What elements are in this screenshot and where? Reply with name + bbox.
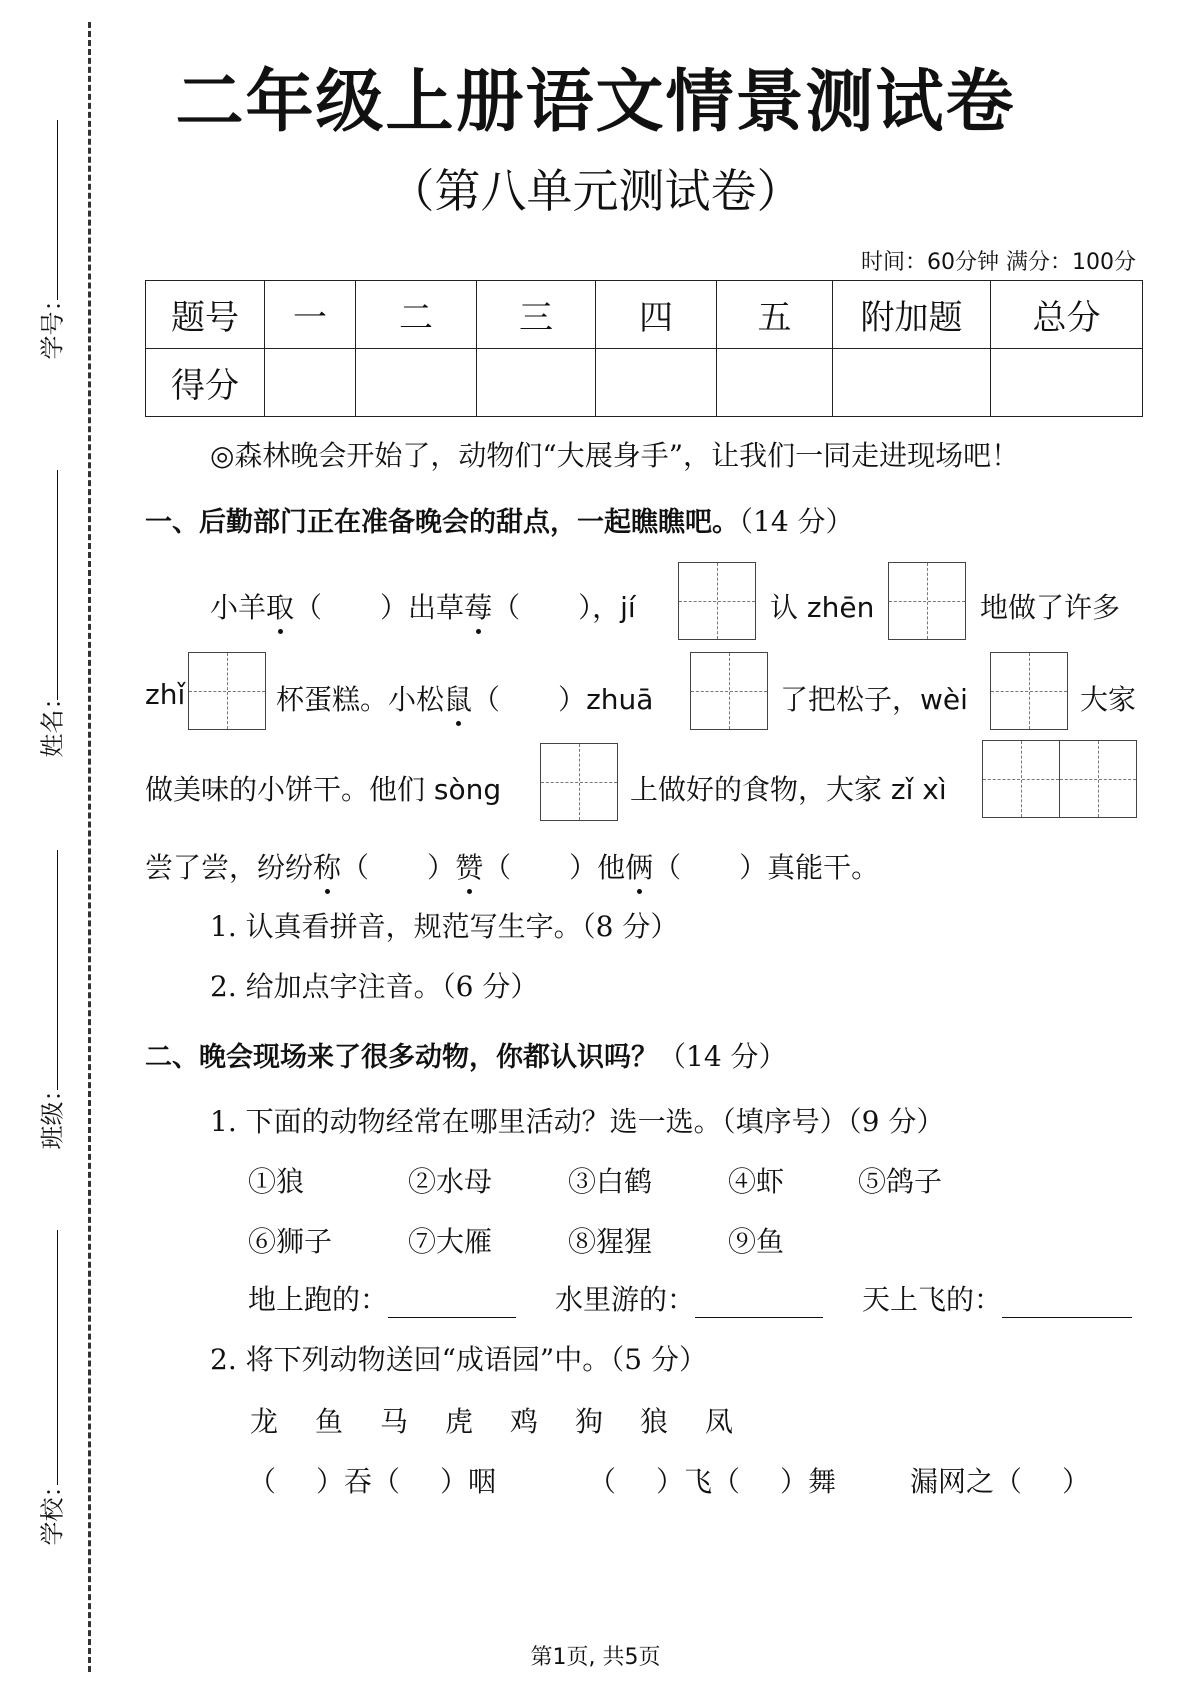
passage-text: 认 (770, 591, 799, 624)
passage-line-2 (276, 678, 653, 718)
passage-line-2b (780, 678, 968, 718)
dotted-char: 赞 (455, 846, 483, 886)
category-label: 地上跑的： (248, 1283, 389, 1316)
page-indicator: 第1页, 共5页 (530, 1645, 661, 1670)
idiom-text: 漏网之（ (910, 1465, 1023, 1498)
passage-text: 大家 (1080, 683, 1137, 716)
header-cell: 题号 (146, 281, 265, 349)
score-row-label: 得分 (146, 349, 265, 417)
school-line[interactable] (57, 1230, 58, 1485)
idiom-text: ）飞（ (656, 1465, 741, 1498)
paren-open: （ (341, 851, 370, 884)
passage-line-1 (210, 586, 636, 626)
passage-text: 做美味的小饼干。他们 (145, 773, 426, 806)
passage-text: ）出草 (380, 591, 465, 624)
passage-text: ）真能干。 (739, 851, 880, 884)
category-land (248, 1278, 516, 1318)
pinyin: sòng (433, 773, 502, 806)
score-cell[interactable] (477, 349, 596, 417)
section2-points: （14 分） (658, 1040, 787, 1073)
animal-word: 龙 (250, 1405, 279, 1438)
paren-open: （ (248, 1465, 277, 1498)
paren-open: （ (653, 851, 682, 884)
animal-word: 凤 (705, 1405, 734, 1438)
idiom-3 (910, 1460, 1090, 1500)
idiom-text: ）咽 (440, 1465, 497, 1498)
section2-heading (145, 1035, 787, 1075)
animal-option: ①狼 (248, 1165, 305, 1198)
score-cell[interactable] (991, 349, 1143, 417)
header-cell: 附加题 (833, 281, 991, 349)
paren-open: （ (294, 591, 323, 624)
header-cell: 五 (717, 281, 833, 349)
binding-dashed-line (88, 22, 91, 1672)
writing-box-zixi-1[interactable] (982, 740, 1060, 818)
writing-box-ji[interactable] (678, 562, 756, 640)
writing-box-zhi[interactable] (188, 652, 266, 730)
name-line[interactable] (57, 470, 58, 700)
pinyin: zhǐ (145, 678, 186, 711)
paren-open: （ (472, 683, 501, 716)
exam-meta: 时间：60分钟 满分：100分 (861, 250, 1136, 275)
animal-option: ⑨鱼 (728, 1225, 785, 1258)
idiom-1 (248, 1460, 496, 1500)
page-subtitle: （第八单元测试卷） (388, 164, 803, 218)
writing-box-zixi-2[interactable] (1059, 740, 1137, 818)
dotted-char: 莓 (464, 586, 492, 626)
paren-open: （ (588, 1465, 617, 1498)
section1-heading (145, 500, 854, 540)
name-label: 姓名： (38, 685, 67, 758)
animal-word: 狗 (575, 1405, 604, 1438)
section2-title: 二、晚会现场来了很多动物，你都认识吗？ (145, 1042, 658, 1073)
answer-blank-land[interactable] (388, 1291, 516, 1318)
score-cell[interactable] (717, 349, 833, 417)
passage-text: 尝了尝，纷纷 (145, 851, 314, 884)
animal-option: ③白鹤 (568, 1165, 653, 1198)
paren-close: ） (558, 683, 587, 716)
writing-box-zhen[interactable] (888, 562, 966, 640)
idiom-text: ）舞 (780, 1465, 837, 1498)
animal-option: ⑥狮子 (248, 1225, 333, 1258)
animal-word: 马 (380, 1405, 409, 1438)
pinyin: zǐ xì (890, 773, 947, 806)
score-table (145, 280, 1143, 417)
header-cell: 二 (356, 281, 477, 349)
passage-line-3b (630, 768, 947, 808)
dotted-char: 鼠 (444, 678, 472, 718)
section1-points: （14 分） (739, 505, 854, 538)
school-label: 学校： (38, 1473, 67, 1546)
category-sky (862, 1278, 1132, 1318)
student-id-label: 学号： (38, 287, 67, 360)
score-cell[interactable] (833, 349, 991, 417)
dotted-char: 俩 (625, 846, 653, 886)
animal-option: ⑦大雁 (408, 1225, 493, 1258)
score-cell[interactable] (596, 349, 717, 417)
answer-blank-water[interactable] (695, 1291, 823, 1318)
passage-text: 上做好的食物，大家 (630, 773, 883, 806)
section2-q1-prompt: 1. 下面的动物经常在哪里活动？选一选。（填序号）（9 分） (210, 1105, 945, 1138)
class-line[interactable] (57, 850, 58, 1090)
pinyin: wèi (920, 683, 968, 716)
answer-blank-sky[interactable] (1002, 1291, 1132, 1318)
passage-text: 小羊 (210, 591, 267, 624)
passage-text: 地做了许多 (980, 591, 1121, 624)
page-title: 二年级上册语文情景测试卷 (175, 63, 1016, 142)
paren-close: ） (427, 851, 456, 884)
passage-line-3 (145, 768, 501, 808)
pinyin: jí (620, 591, 636, 624)
score-cell[interactable] (265, 349, 356, 417)
animal-word: 狼 (640, 1405, 669, 1438)
section1-q2: 2. 给加点字注音。（6 分） (210, 970, 539, 1003)
header-cell: 总分 (991, 281, 1143, 349)
passage-text: ）， (578, 591, 621, 624)
animal-word: 虎 (445, 1405, 474, 1438)
category-label: 水里游的： (555, 1283, 696, 1316)
passage-line-4 (145, 846, 879, 886)
idiom-text: ）吞（ (316, 1465, 401, 1498)
header-cell: 三 (477, 281, 596, 349)
header-cell: 四 (596, 281, 717, 349)
dotted-char: 取 (266, 586, 294, 626)
category-label: 天上飞的： (862, 1283, 1003, 1316)
writing-box-song[interactable] (540, 743, 618, 821)
writing-box-wei[interactable] (990, 652, 1068, 730)
pinyin: zhuā (586, 683, 654, 716)
passage-text: 了把松子， (780, 683, 921, 716)
score-table-header-row (146, 281, 1143, 349)
dotted-char: 称 (313, 846, 341, 886)
animal-word: 鱼 (315, 1405, 344, 1438)
animal-word: 鸡 (510, 1405, 539, 1438)
writing-box-zhua[interactable] (690, 652, 768, 730)
passage-line-1b (770, 586, 874, 626)
pinyin: zhēn (806, 591, 875, 624)
header-cell: 一 (265, 281, 356, 349)
animal-option: ⑧猩猩 (568, 1225, 653, 1258)
animal-option: ②水母 (408, 1165, 493, 1198)
animal-list (250, 1400, 770, 1440)
score-cell[interactable] (356, 349, 477, 417)
section1-title: 一、后勤部门正在准备晚会的甜点，一起瞧瞧吧。 (145, 507, 739, 538)
section1-q1: 1. 认真看拼音，规范写生字。（8 分） (210, 910, 679, 943)
passage-text: ）他 (569, 851, 626, 884)
paren-close: ） (1062, 1465, 1091, 1498)
intro-text: ◎森林晚会开始了，动物们“大展身手”，让我们一同走进现场吧！ (210, 439, 1020, 472)
animal-option: ⑤鸽子 (858, 1165, 943, 1198)
score-table-score-row (146, 349, 1143, 417)
paren-open: （ (492, 591, 521, 624)
paren-open: （ (483, 851, 512, 884)
class-label: 班级： (38, 1077, 67, 1150)
passage-text: 杯蛋糕。小松 (276, 683, 445, 716)
category-water (555, 1278, 823, 1318)
section2-q2-prompt: 2. 将下列动物送回“成语园”中。（5 分） (210, 1343, 707, 1376)
animal-option: ④虾 (728, 1165, 785, 1198)
idiom-2 (588, 1460, 836, 1500)
